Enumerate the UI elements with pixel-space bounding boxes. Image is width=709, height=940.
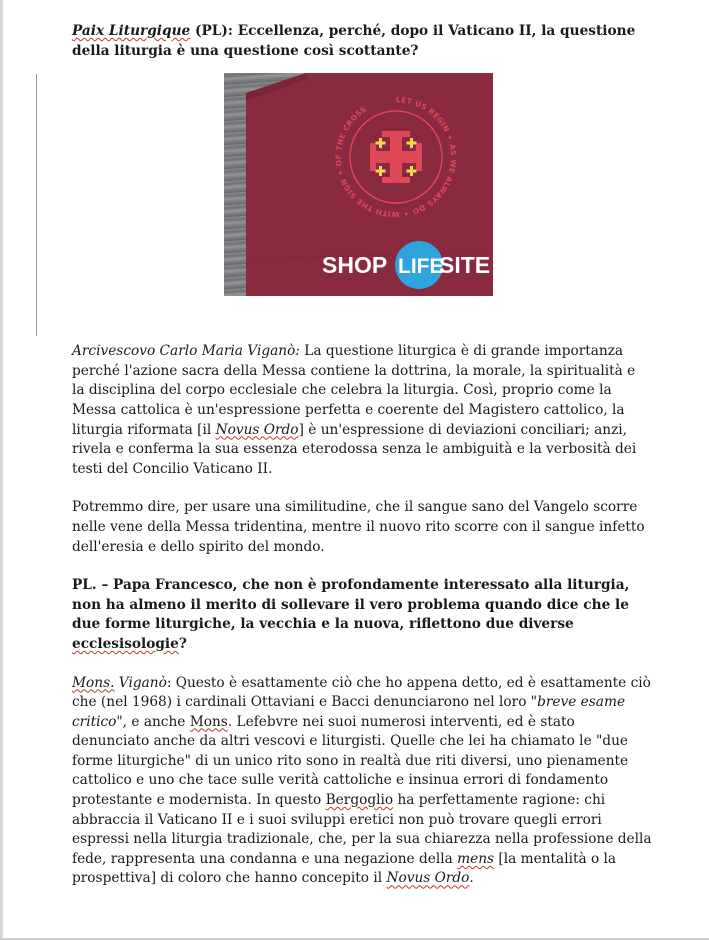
- question-text: PL. – Papa Francesco, che non è profondamente interessato alla liturgia, non ha almeno il merito di sollevare il vero problema quando dice che le due forme liturgiche, la vecchia e la nuova, riflettono due diverse: [72, 577, 630, 633]
- question-paragraph-2: [72, 576, 652, 654]
- tshirt-advert-image: [224, 73, 493, 296]
- answer-paragraph-2: [72, 674, 652, 890]
- question-text: Eccellenza, perché, dopo il Vaticano II, la questione della liturgia è una questione così scottante?: [72, 23, 636, 59]
- answer-text: La questione liturgica è di grande importanza perché l'azione sacra della Messa contiene la dottrina, la morale, la spiritualità e la disciplina del corpo ecclesiale che celebra la liturgia. Così, proprio come la Messa cattolica è un'espressione perfetta e coerente del Magistero cattolico, la liturgia riformata [il: [72, 343, 636, 438]
- mens-word: mens: [457, 850, 495, 867]
- speaker-name: Paix Liturgique: [72, 23, 191, 39]
- speaker-abbr: (PL):: [195, 23, 233, 39]
- emblem-ring-text: LET US BEGIN ✦ AS WE ALWAYS DO ✦ WITH THE SIGN ✦ OF THE CROSS: [333, 95, 459, 220]
- answer-text: : Questo è esattamente ciò che ho appena detto, ed è esattamente ciò che (nel 1968) i cardinali Ottaviani e Bacci denunciarono nel loro ": [72, 674, 651, 711]
- emblem-svg: [224, 73, 493, 296]
- svg-text:LIFE: LIFE: [398, 255, 444, 279]
- question-paragraph-1: [72, 22, 652, 61]
- answer-text: ha perfettamente ragione: chi abbraccia il Vaticano II e i suoi sviluppi eretici non può trovare quegli errori espressi nella liturgia tradizionale, che, per la sua chiarezza nella professione della fede, rappresenta una condanna e una negazione della: [72, 792, 652, 867]
- svg-text:SITE: SITE: [439, 252, 491, 279]
- answer-text-end: .: [469, 870, 474, 887]
- shop-life-site-logo: [322, 241, 490, 289]
- speaker-name: Arcivescovo Carlo Maria Viganò:: [72, 343, 300, 360]
- answer-paragraph-1: [72, 342, 652, 479]
- svg-text:SHOP: SHOP: [322, 252, 388, 279]
- document-body: [72, 22, 652, 889]
- bergoglio-word: Bergoglio: [325, 792, 394, 809]
- speaker-mons: Mons.: [72, 674, 115, 691]
- novus-ordo-term: Novus Ordo: [386, 870, 470, 887]
- italic-phrase: breve esame critico": [72, 694, 626, 730]
- speaker-name: Viganò: [114, 674, 167, 691]
- answer-text: [la mentalità o la prospettiva] di coloro che hanno concepito il: [72, 850, 617, 887]
- answer-text: . Lefebvre nei suoi numerosi interventi, ed è stato denunciato anche da altri vescovi e liturgisti. Quelle che lei ha chiamato le "due forme liturgiche" di un unico rito sono in realtà due riti diversi, uno pienamente cattolico e uno che tace sulle verità cattoliche e insinua errori di fondamento protestante e modernista. In questo: [72, 713, 629, 809]
- page-left-edge: [0, 0, 3, 940]
- answer-text: , e anche: [122, 713, 190, 730]
- misspelled-word: ecclesisologie: [72, 635, 179, 652]
- margin-change-bar: [36, 74, 37, 336]
- body-paragraph-2: Potremmo dire, per usare una similitudine, che il sangue sano del Vangelo scorre nelle vene della Messa tridentina, mentre il nuovo rito scorre con il sangue infetto dell'eresia e dello spirito del mondo.: [72, 499, 645, 555]
- question-mark: ?: [178, 635, 187, 652]
- answer-text-end: ] è un'espressione di deviazioni conciliari; anzi, rivela e conferma la sua essenza eterodossa senza le ambiguità e la verbosità dei testi del Concilio Vaticano II.: [72, 421, 637, 477]
- jerusalem-cross-icon: [370, 131, 422, 183]
- mons-abbr: Mons: [189, 713, 228, 730]
- novus-ordo-term: Novus Ordo: [215, 421, 299, 438]
